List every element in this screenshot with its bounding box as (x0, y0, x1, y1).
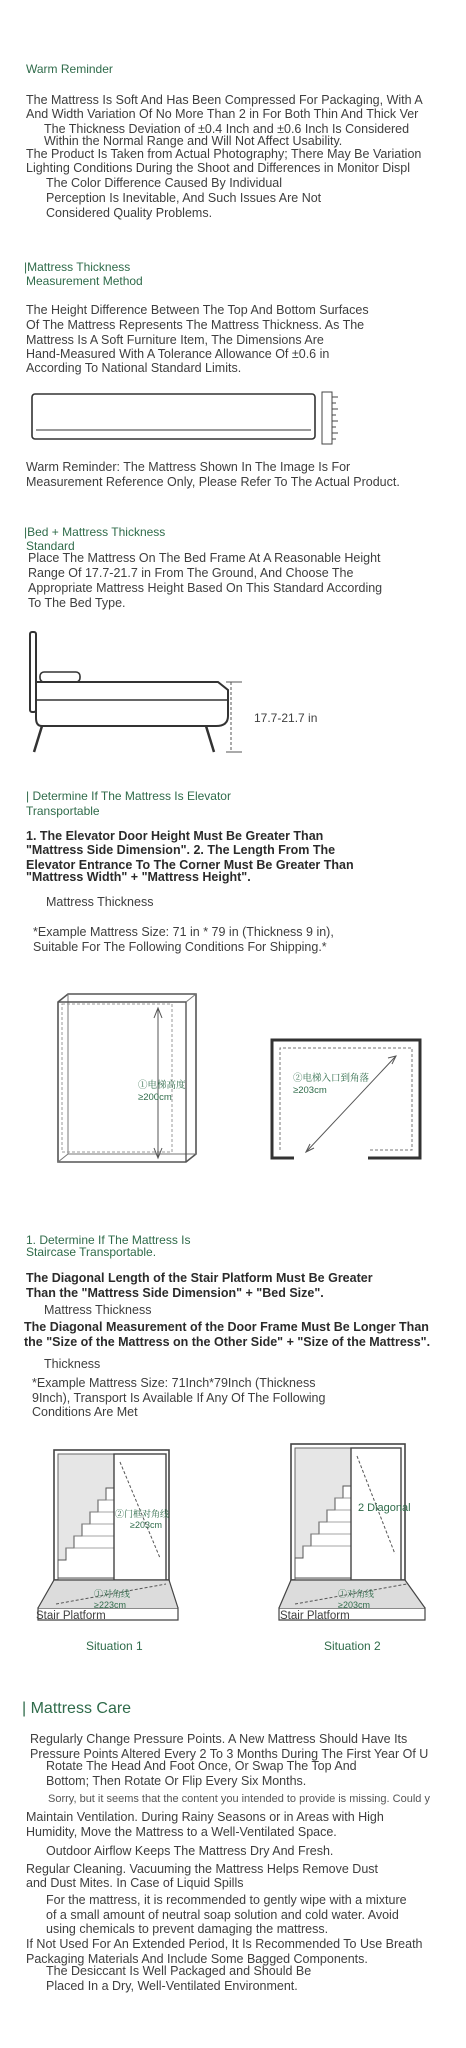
elevator-title: | Determine If The Mattress Is Elevator (26, 789, 231, 803)
warm-reminder-line: Lighting Conditions During the Shoot and Differences in Monitor Displ (26, 161, 411, 175)
staircase-example: 9Inch), Transport Is Available If Any Of The Following (32, 1391, 326, 1405)
thickness-note: Warm Reminder: The Mattress Shown In The Image Is For (26, 460, 351, 474)
staircase-sub: Mattress Thickness (44, 1303, 152, 1317)
care-text: Sorry, but it seems that the content you intended to provide is missing. Could y (48, 1793, 430, 1805)
thickness-note: Measurement Reference Only, Please Refer To The Actual Product. (26, 475, 400, 489)
care-title: | Mattress Care (22, 1700, 132, 1717)
warm-reminder-line: Perception Is Inevitable, And Such Issues Are Not (46, 191, 322, 205)
care-text: Regular Cleaning. Vacuuming the Mattress Helps Remove Dust (26, 1862, 379, 1876)
warm-reminder-line: Within the Normal Range and Will Not Affect Usability. (44, 134, 343, 148)
s2-platform-label: Stair Platform (280, 1610, 350, 1622)
warm-reminder-line: The Mattress Is Soft And Has Been Compressed For Packaging, With A (26, 93, 423, 107)
s1-door-value: ≥203cm (130, 1520, 162, 1530)
warm-reminder-line: The Product Is Taken from Actual Photography; There May Be Variation (26, 147, 422, 161)
thickness-text: According To National Standard Limits. (26, 361, 242, 375)
s1-platform-label: Stair Platform (36, 1610, 106, 1622)
s2-door-label: 2 Diagonal (358, 1502, 411, 1514)
care-text: If Not Used For An Extended Period, It Is Recommended To Use Breath (26, 1937, 423, 1951)
bed-standard-title: Standard (26, 539, 75, 553)
elevator-rule: Elevator Entrance To The Corner Must Be Greater Than (26, 858, 354, 872)
warm-reminder-line: Considered Quality Problems. (46, 206, 213, 220)
s2-caption: Situation 2 (324, 1639, 381, 1653)
bed-standard-text: Appropriate Mattress Height Based On This Standard According (28, 581, 383, 595)
care-text: and Dust Mites. In Case of Liquid Spills (26, 1876, 244, 1890)
staircase-rule: The Diagonal Measurement of the Door Frame Must Be Longer Than (24, 1320, 429, 1334)
s1-diag-label: ①对角线 (94, 1589, 131, 1599)
elevator-rule: "Mattress Side Dimension". 2. The Length From The (26, 843, 336, 857)
staircase-rule: The Diagonal Length of the Stair Platform Must Be Greater (26, 1271, 373, 1285)
staircase-example: Conditions Are Met (32, 1405, 138, 1419)
care-text: Maintain Ventilation. During Rainy Seasons or in Areas with High (26, 1810, 384, 1824)
s1-caption: Situation 1 (86, 1639, 143, 1653)
bed-height-label: 17.7-21.7 in (254, 711, 318, 725)
staircase-example: *Example Mattress Size: 71Inch*79Inch (Thickness (32, 1376, 316, 1390)
mattress-measurement-diagram (28, 390, 348, 446)
elevator-height-value: ≥200cm (138, 1092, 172, 1103)
elevator-example: *Example Mattress Size: 71 in * 79 in (Thickness 9 in), (33, 925, 334, 939)
warm-reminder-line: And Width Variation Of No More Than 2 in For Both Thin And Thick Ver (26, 107, 419, 121)
bed-standard-text: To The Bed Type. (28, 596, 126, 610)
staircase-title: 1. Determine If The Mattress Is (26, 1233, 191, 1247)
care-text: Regularly Change Pressure Points. A New Mattress Should Have Its (30, 1732, 408, 1746)
staircase-rule: Than the "Mattress Side Dimension" + "Bed Size". (26, 1286, 324, 1300)
elevator-entrance-value: ≥203cm (293, 1085, 327, 1096)
elevator-sub: Mattress Thickness (46, 895, 154, 909)
care-text: The Desiccant Is Well Packaged and Should Be (46, 1964, 312, 1978)
staircase-sub: Thickness (44, 1357, 101, 1371)
s2-diag-value: ≥203cm (338, 1600, 370, 1610)
s1-diag-value: ≥223cm (94, 1600, 126, 1610)
care-text: of a small amount of neutral soap solution and cold water. Avoid (46, 1908, 399, 1922)
thickness-title: |Mattress Thickness (24, 260, 131, 274)
warm-reminder-title: Warm Reminder (26, 62, 113, 76)
elevator-example: Suitable For The Following Conditions For Shipping.* (33, 940, 327, 954)
care-text: using chemicals to prevent damaging the mattress. (46, 1922, 329, 1936)
care-text: Rotate The Head And Foot Once, Or Swap The Top And (46, 1759, 357, 1773)
care-text: Humidity, Move the Mattress to a Well-Ventilated Space. (26, 1825, 337, 1839)
thickness-text: Hand-Measured With A Tolerance Allowance Of ±0.6 in (26, 347, 330, 361)
elevator-rule: 1. The Elevator Door Height Must Be Greater Than (26, 829, 324, 843)
elevator-rule: "Mattress Width" + "Mattress Height". (26, 870, 251, 884)
staircase-rule: the "Size of the Mattress on the Other Side" + "Size of the Mattress". (24, 1335, 431, 1349)
thickness-text: Mattress Is A Soft Furniture Item, The Dimensions Are (26, 333, 324, 347)
staircase-title: Staircase Transportable. (26, 1245, 157, 1259)
bed-frame-diagram (28, 630, 248, 755)
care-text: Outdoor Airflow Keeps The Mattress Dry And Fresh. (46, 1844, 334, 1858)
s1-door-label: ②门框对角线 (115, 1509, 170, 1519)
s2-diag-label: ①对角线 (338, 1589, 375, 1599)
bed-standard-text: Range Of 17.7-21.7 in From The Ground, And Choose The (28, 566, 354, 580)
bed-standard-text: Place The Mattress On The Bed Frame At A Reasonable Height (28, 551, 381, 565)
care-text: Placed In a Dry, Well-Ventilated Environment. (46, 1979, 298, 1993)
elevator-entrance-diagram (266, 1036, 426, 1166)
care-text: Pressure Points Altered Every 2 To 3 Months During The First Year Of U (30, 1747, 429, 1761)
warm-reminder-line: The Color Difference Caused By Individual (46, 176, 283, 190)
elevator-height-label: ①电梯高度 (138, 1080, 186, 1091)
thickness-text: Of The Mattress Represents The Mattress Thickness. As The (26, 318, 365, 332)
elevator-entrance-label: ②电梯入口到角落 (293, 1073, 370, 1084)
thickness-text: The Height Difference Between The Top And Bottom Surfaces (26, 303, 369, 317)
warm-reminder-line: The Thickness Deviation of ±0.4 Inch and ±0.6 Inch Is Considered (44, 122, 410, 136)
bed-standard-title: |Bed + Mattress Thickness (24, 525, 166, 539)
thickness-title: Measurement Method (26, 274, 143, 288)
care-text: Packaging Materials And Include Some Bagged Components. (26, 1952, 368, 1966)
elevator-title: Transportable (26, 804, 100, 818)
care-text: For the mattress, it is recommended to gently wipe with a mixture (46, 1893, 407, 1907)
care-text: Bottom; Then Rotate Or Flip Every Six Months. (46, 1774, 307, 1788)
